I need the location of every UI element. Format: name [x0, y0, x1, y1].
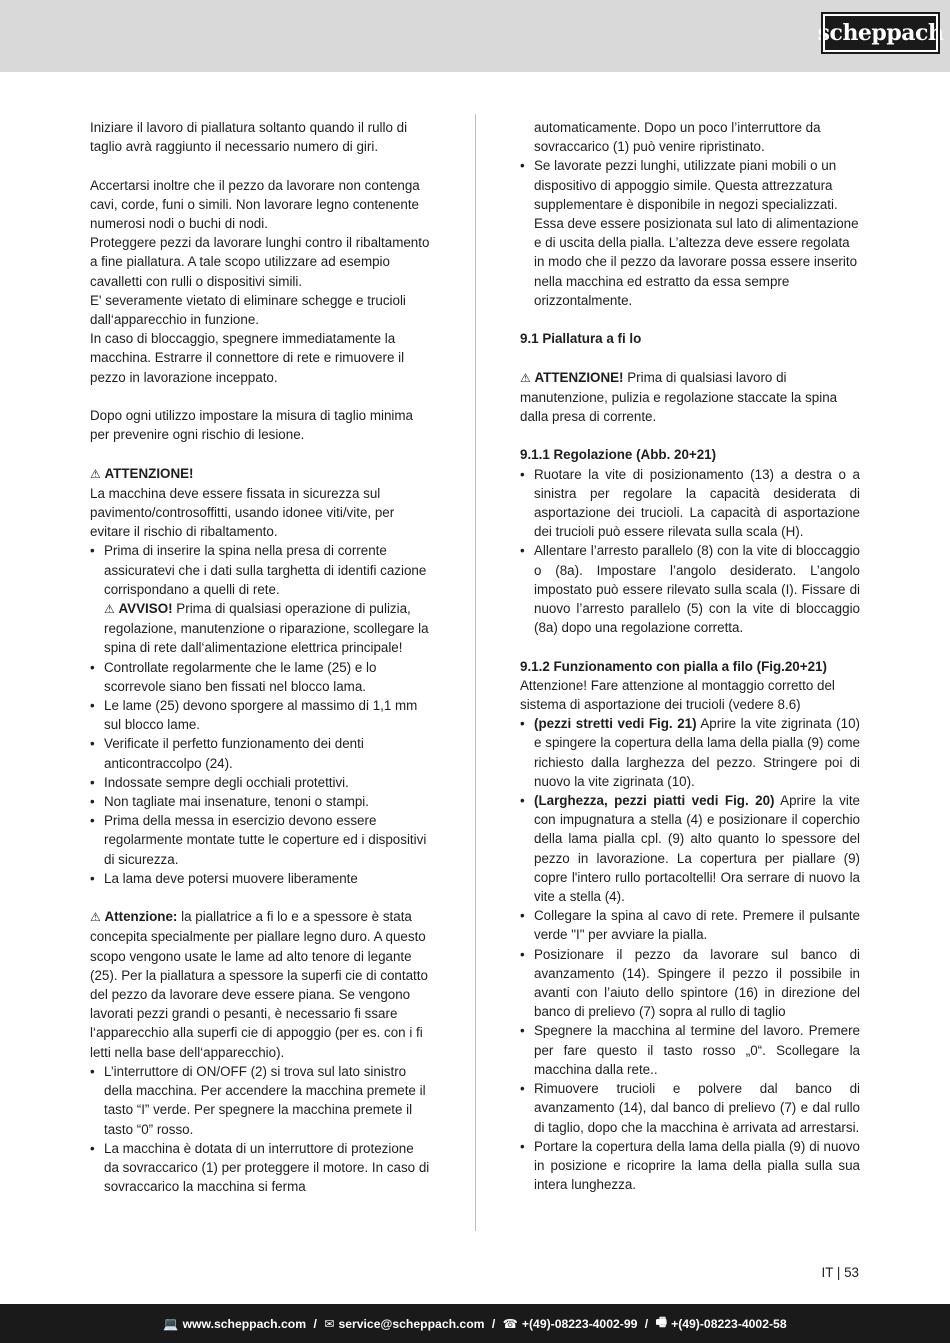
- bullet-list: [90, 1062, 430, 1196]
- phone-icon: ☎: [502, 1316, 518, 1331]
- list-item: • Non tagliate mai insenature, tenoni o stampi.: [90, 792, 430, 811]
- fax-icon: 🖷: [655, 1315, 668, 1329]
- warning-icon: ⚠: [90, 910, 101, 925]
- list-item: • (pezzi stretti vedi Fig. 21) Aprire la vite zigrinata (10) e spingere la copertura della lama della pialla (9) come richiesto dalla larghezza del pezzo. Stringere poi di nuovo la vite zigrinata (10).: [520, 714, 860, 791]
- list-item: • Spegnere la macchina al termine del lavoro. Premere per fare questo il tasto rosso „0“. Scollegare la macchina dalla rete..: [520, 1021, 860, 1079]
- bullet-list: [520, 465, 860, 638]
- header-band: [0, 0, 950, 72]
- list-item: • Ruotare la vite di posizionamento (13) a destra o a sinistra per regolare la capacità desiderata di asportazione dei trucioli. La capacità di asportazione dei trucioli può essere rilevata sulla scala (H).: [520, 465, 860, 542]
- list-item: • Controllate regolarmente che le lame (25) e lo scorrevole siano ben fissati nel blocco lama.: [90, 658, 430, 696]
- page-number: IT | 53: [821, 1265, 859, 1280]
- list-item: • Prima della messa in esercizio devono essere regolarmente montate tutte le coperture ed i dispositivi di sicurezza.: [90, 811, 430, 869]
- paragraph: ⚠ Attenzione: la piallatrice a fi lo e a spessore è stata concepita specialmente per piallare legno duro. A questo scopo vengono usate le lame ad alto tenore di legante (25). Per la piallatura a spessore la superfi cie di contatto del pezzo da lavorare deve essere piana. Se vengono lavorati pezzi grandi o pesanti, è necessario fi ssare l‘apparecchio alla superfi cie di appoggio (per es. con i fi letti nella base dell‘apparecchio).: [90, 909, 428, 1060]
- right-column: [520, 118, 860, 1194]
- bullet-list: [90, 541, 430, 888]
- list-item: • Se lavorate pezzi lunghi, utilizzate piani mobili o un dispositivo di appoggio simile. Questa attrezzatura supplementare è disponibile in negozi specializzati. Essa deve essere posizionata sul lato di alimentazione e di uscita della pialla. L’altezza deve essere regolata in modo che il pezzo da lavorare possa essere inserito nella macchina ed estratto da essa sempre orizzontalmente.: [520, 156, 860, 310]
- list-item: • Le lame (25) devono sporgere al massimo di 1,1 mm sul blocco lame.: [90, 696, 430, 734]
- email-icon: ✉: [324, 1316, 335, 1331]
- list-item: • (Larghezza, pezzi piatti vedi Fig. 20) Aprire la vite con impugnatura a stella (4) e posizionare il coperchio della lama pialla cpl. (9) alto quanto lo spessore del pezzo in lavorazione. La copertura per piallare (9) copre l'intero rullo portacoltelli! Ora serrare di nuovo la vite a stella (4).: [520, 791, 860, 906]
- list-item: ⚠ AVVISO! Prima di qualsiasi operazione di pulizia, regolazione, manutenzione o riparazione, scollegare la spina di rete dall‘alimentazione elettrica principale!: [104, 601, 429, 656]
- list-item: • Allentare l’arresto parallelo (8) con la vite di bloccaggio o (8a). Impostare l’angolo desiderato. L’angolo impostato può essere rilevato sulla scala (I). Fissare di nuovo l’arresto parallelo (5) con la vite di bloccaggio (8a) dopo una regolazione corretta.: [520, 541, 860, 637]
- list-item: • Portare la copertura della lama della pialla (9) di nuovo in posizione e ricoprire la lama della pialla sulla sua intera lunghezza.: [520, 1137, 860, 1195]
- footer-email[interactable]: service@scheppach.com: [338, 1316, 485, 1331]
- left-column: [90, 118, 430, 1196]
- section-heading: 9.1 Piallatura a fi lo: [520, 331, 642, 347]
- list-item: • La lama deve potersi muovere liberamente: [90, 869, 430, 888]
- column-divider: [475, 114, 476, 1231]
- warning-icon: ⚠: [90, 466, 101, 481]
- bullet-list: [520, 118, 860, 310]
- paragraph: In caso di bloccaggio, spegnere immediatamente la macchina. Estrarre il connettore di rete e rimuovere il pezzo in lavorazione inceppato.: [90, 331, 405, 385]
- footer-phone: +(49)-08223-4002-99: [521, 1316, 638, 1331]
- footer-fax: +(49)-08223-4002-58: [671, 1316, 787, 1331]
- paragraph: ⚠ ATTENZIONE! Prima di qualsiasi lavoro di manutenzione, pulizia e regolazione staccate la spina dalla presa di corrente.: [520, 369, 838, 425]
- subsection-heading: 9.1.2 Funzionamento con pialla a filo (Fig.20+21): [520, 658, 827, 674]
- list-item: • Collegare la spina al cavo di rete. Premere il pulsante verde "I" per avviare la pialla.: [520, 906, 860, 944]
- paragraph: Iniziare il lavoro di piallatura soltanto quando il rullo di taglio avrà raggiunto il necessario numero di giri.: [90, 120, 408, 155]
- list-item: • Rimuovere trucioli e polvere dal banco di avanzamento (14), dal banco di prelievo (7) e dal rullo di taglio, dopo che la macchina è arrivata ad arrestarsi.: [520, 1079, 860, 1137]
- brand-logo: scheppach: [823, 14, 938, 52]
- list-item: • Posizionare il pezzo da lavorare sul banco di avanzamento (14). Spingere il pezzo il possibile in avanti con l’aiuto dello spintore (16) in direzione del banco di prelievo (7) sopra al rullo di taglio: [520, 945, 860, 1022]
- list-item: • Verificate il perfetto funzionamento dei denti anticontraccolpo (24).: [90, 734, 430, 772]
- list-item: automaticamente. Dopo un poco l’interruttore da sovraccarico (1) può venire ripristinato.: [534, 120, 821, 155]
- paragraph: Accertarsi inoltre che il pezzo da lavorare non contenga cavi, corde, funi o simili. Non lavorare legno contenente numerosi nodi o buchi di nodi.: [90, 177, 420, 231]
- list-item: • Prima di inserire la spina nella presa di corrente assicuratevi che i dati sulla targhetta di identifi cazione corrispondano a quelli di rete.: [90, 541, 430, 599]
- warning-heading: ⚠ ATTENZIONE!: [90, 465, 194, 481]
- paragraph: Attenzione! Fare attenzione al montaggio corretto del sistema di asportazione dei trucioli (vedere 8.6): [520, 677, 835, 713]
- list-item: • La macchina è dotata di un interruttore di protezione da sovraccarico (1) per proteggere il motore. In caso di sovraccarico la macchina si ferma: [90, 1139, 430, 1197]
- bullet-list: [520, 714, 860, 1194]
- paragraph: La macchina deve essere fissata in sicurezza sul pavimento/controsoffitti, usando idonee viti/vite, per evitare il rischio di ribaltamento.: [90, 485, 395, 540]
- warning-icon: ⚠: [520, 370, 531, 385]
- paragraph: E' severamente vietato di eliminare schegge e trucioli dall‘apparecchio in funzione.: [90, 292, 406, 328]
- footer-bar: 💻 www.scheppach.com / ✉ service@scheppach.com / ☎ +(49)-08223-4002-99 / 🖷 +(49)-08223-4002-58: [0, 1304, 950, 1343]
- subsection-heading: 9.1.1 Regolazione (Abb. 20+21): [520, 447, 717, 463]
- paragraph: Proteggere pezzi da lavorare lunghi contro il ribaltamento a fine piallatura. A tale scopo utilizzare ad esempio cavalletti con rulli o dispositivi simili.: [90, 235, 430, 289]
- list-item: • L’interruttore di ON/OFF (2) si trova sul lato sinistro della macchina. Per accendere la macchina premete il tasto “I” verde. Per spegnere la macchina premete il tasto “0” rosso.: [90, 1062, 430, 1139]
- footer-website[interactable]: www.scheppach.com: [182, 1316, 307, 1331]
- computer-icon: 💻: [163, 1316, 179, 1331]
- warning-icon: ⚠: [104, 602, 115, 617]
- paragraph: Dopo ogni utilizzo impostare la misura di taglio minima per prevenire ogni rischio di lesione.: [90, 408, 414, 443]
- list-item: • Indossate sempre degli occhiali protettivi.: [90, 773, 430, 792]
